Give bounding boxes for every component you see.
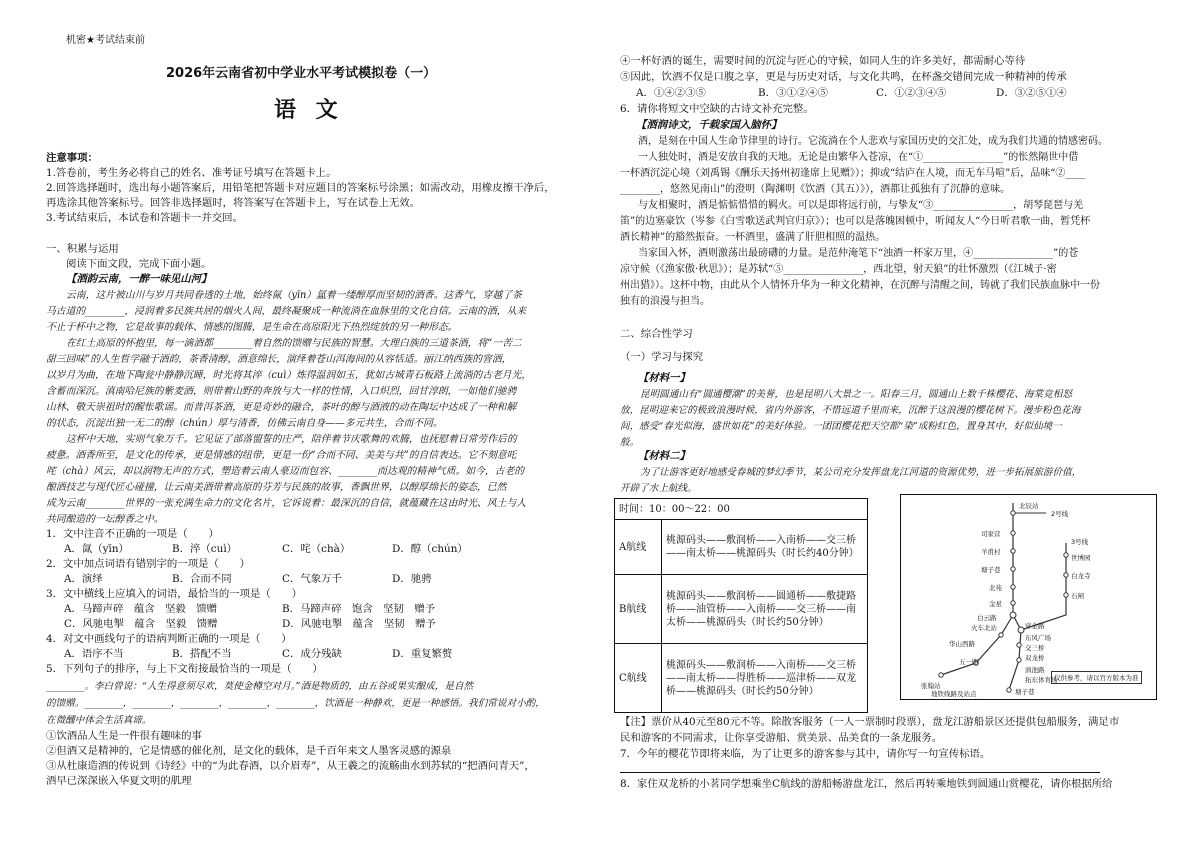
option-c[interactable]: C．①②③④⑤ — [876, 87, 947, 99]
question-stem: 7．今年的樱花节即将来临，为了让更多的游客参与其中，请你写一句宣传标语。 — [620, 748, 991, 760]
option-b[interactable]: B．马蹄声碎 饱含 坚韧 赠予 — [282, 603, 436, 615]
question-stem: 4．对文中画线句子的语病判断正确的一项是（ ） — [46, 633, 292, 645]
option-c[interactable]: C．风驰电掣 蕴含 坚毅 馈赠 — [64, 618, 218, 630]
question-stem: 2．文中加点词语有错别字的一项是（ ） — [46, 558, 251, 570]
section-heading: 二、综合性学习 — [620, 328, 693, 340]
q5-line: 的馈赠。________，________，________，________，________，饮酒是一种静欢，更是一种感悟。我们常说对小酌， — [46, 698, 545, 709]
option-b[interactable]: B．淬（cuì） — [172, 543, 238, 555]
passage-line: 以岁月为曲，在地下陶瓮中静静沉睡，时光将其淬（cuì）炼得温润如玉，犹如古城青石板路上流淌的古老月光， — [46, 370, 532, 381]
q5-line: 在微醺中体会生活真谛。 — [46, 715, 152, 726]
q6-line: 州出猎》）。这杯中物，由此从个人情怀升华为一种文化精神，在沉醉与清醒之间，铸就了我们民族血脉中一份 — [620, 280, 1100, 291]
subsection-heading: （一）学习与探究 — [620, 351, 704, 363]
station-label: 东风广场 — [1025, 634, 1051, 642]
q6-line: ________，悠然见南山”的澄明（陶渊明《饮酒（其五）》），酒都让孤独有了沉静的意味。 — [620, 184, 1011, 195]
q5-sentence: ③从杜康造酒的传说到《诗经》中的“为此春酒，以介眉寿”，从王羲之的流觞曲水到苏轼的“把酒问青天”， — [46, 760, 535, 772]
notice-item: 3.考试结束后，本试卷和答题卡一并交回。 — [46, 212, 243, 224]
station-label: 穿金路 — [1025, 622, 1045, 630]
station-label: 2号线 — [1051, 510, 1069, 518]
option-c[interactable]: C．咤（chà） — [282, 543, 351, 555]
station-label: 白龙寺 — [1071, 572, 1091, 580]
passage-line: 甜三回味”的人生哲学融于酒韵，茶香清醇，酒意绵长，演绎着苍山洱海间的从容恬适。丽江纳西族的窨酒， — [46, 354, 512, 365]
station-label: 3号线 — [1071, 538, 1089, 546]
route-name: C航线 — [615, 644, 662, 713]
question-stem: 5．下列句子的排序，与上下文衔接最恰当的一项是（ ） — [46, 663, 323, 675]
material-title: 【材料一】 — [638, 372, 690, 384]
passage-line: 共同酿造的一坛醇香之中。 — [46, 514, 164, 525]
passage-line: 咤（chà）风云，却以润物无声的方式，塑造着云南人豪迈而包容、________而达观的精神气质。如今，古老的 — [46, 466, 525, 477]
passage-line: 成为云南________世界的一张充满生命力的文化名片，它诉说着：最深沉的自信，就蕴藏在这由时光、风土与人 — [46, 498, 527, 509]
q5-sentence: ②但酒又是精神的，它是情感的催化剂，是文化的载体，是千百年来文人墨客灵感的源泉 — [46, 745, 452, 757]
station-label: 石闸 — [1071, 592, 1084, 600]
option-a[interactable]: A．①④②③⑤ — [636, 87, 706, 99]
route-name: B航线 — [615, 575, 662, 644]
q6-line: 一杯酒沉淀心境（刘禹锡《酬乐天扬州初逢席上见赠》）；抑或“结庐在人境，而无车马喧”后，品味“②____ — [620, 168, 1086, 179]
routes-time: 时间：10：00～22：00 — [615, 499, 868, 520]
question-stem: 6．请你将短文中空缺的古诗文补充完整。 — [620, 103, 814, 115]
q6-line: 当家国入怀，酒则激荡出最磅礴的力量。是范仲淹笔下“浊酒一杯家万里，④________________”的苍 — [638, 248, 1079, 259]
option-b[interactable]: B．合而不同 — [172, 573, 232, 585]
route-name: A航线 — [615, 520, 662, 575]
notice-item: 1.答卷前，考生务必将自己的姓名、准考证号填写在答题卡上。 — [46, 167, 337, 179]
q5-sentence: ①饮酒品人生是一件很有趣味的事 — [46, 730, 202, 742]
question-stem: 8．家住双龙桥的小茗同学想乘坐C航线的游船畅游盘龙江，然后再转乘地铁到圆通山赏樱花，请你根据所给 — [620, 778, 1113, 790]
material-line: 为了让游客更好地感受春城的梦幻季节，某公司充分发挥盘龙江河道的资源优势，进一步拓展旅游价值， — [640, 467, 1082, 478]
passage-line: 酿酒技艺与现代匠心碰撞，让云南美酒带着高原的芬芳与民族的故事，香飘世界，以醇厚绵长的姿态，已然 — [46, 482, 507, 493]
route-desc: 桃源码头——敷润桥——入南桥——交三桥——南太桥——桃源码头（时长约40分钟） — [662, 520, 868, 575]
station-label: 塘子巷 — [981, 566, 1001, 574]
q6-line: 酒长精神”的豁然振奋。一杯酒里，盛满了肝胆相照的温热。 — [620, 232, 886, 243]
route-desc: 桃源码头——敷润桥——圆通桥——敷捷路桥——油管桥——入南桥——交三桥——南太桥——桃源码头（时长约50分钟） — [662, 575, 868, 644]
subject-title: 语 文 — [274, 98, 344, 123]
map-caption: 地铁线路及站点 — [931, 690, 977, 698]
material-line: 般。 — [620, 437, 640, 448]
material-line: 昆明圆通山有“圆通樱潮”的美誉，也是昆明八大景之一。阳春三月，圆通山上数千株樱花、海棠竞相怒 — [640, 389, 1072, 400]
station-label: 张翰站 — [921, 682, 941, 690]
station-label: 白云路 — [977, 614, 997, 622]
option-a[interactable]: A．氤（yīn） — [64, 543, 129, 555]
notice-heading: 注意事项： — [46, 152, 98, 164]
option-d[interactable]: D．醇（chún） — [392, 543, 468, 555]
question-stem: 3．文中横线上应填入的词语，最恰当的一项是（ ） — [46, 588, 302, 600]
option-a[interactable]: A．演绎 — [64, 573, 103, 585]
metro-map — [900, 494, 1157, 700]
option-c[interactable]: C．气象万千 — [282, 573, 342, 585]
option-b[interactable]: B．③①②④⑤ — [758, 87, 828, 99]
answer-line[interactable] — [620, 772, 1100, 773]
station-label: 司家营 — [981, 530, 1001, 538]
material-line: 放，昆明迎来它的极致浪漫时候，省内外游客，不惜远道千里而来，沉醉于这浪漫的樱花树下。漫步粉色花海 — [620, 405, 1081, 416]
passage-line: 山林、敬天崇祖时的醒怅歌谣。而普洱茶酒，更是奇妙的融合，茶叶的醇与酒液的动在陶坛中达成了一种和解 — [46, 402, 517, 413]
q5-sentence: 酒早已深深嵌入华夏文明的肌理 — [46, 775, 192, 787]
map-legend: 仅供参考，请以官方版本为准 — [1051, 671, 1142, 684]
passage-line: 疲惫。酒香所至，是文化的传承，更是情感的纽带，更是一份“合而不同、美美与共”的自信表达。它不刻意吒 — [46, 450, 517, 461]
material-title: 【材料二】 — [638, 450, 690, 462]
passage-line: 的状态，沉淀出独一无二的醇（chún）厚与清香，仿佛云南自身——多元共生，合而不同。 — [46, 418, 443, 429]
material-line: 开辟了水上航线。 — [620, 483, 697, 494]
station-label: 交三桥 — [1025, 644, 1045, 652]
option-a[interactable]: A．马蹄声碎 蕴含 坚毅 馈赠 — [64, 603, 217, 615]
passage-line: 云南，这片被山川与岁月共同眷透的土地，始终氤（yīn）氲着一缕醇厚而坚韧的酒香。这香气，穿越了茶 — [66, 290, 522, 301]
section-intro: 阅读下面文段，完成下面小题。 — [66, 258, 212, 270]
passage-line: 这杯中天地，实则气象万千。它见证了部落盟誓的庄严，陪伴着节庆歌舞的欢腾，也抚慰着日常劳作后的 — [66, 434, 517, 445]
station-label: 拓东体育场 — [1025, 676, 1058, 684]
q6-line: 凉守候（《渔家傲·秋思》）；是苏轼“⑤________________，西北望，射天狼”的壮怀激烈（《江城子·密 — [620, 264, 1057, 275]
route-desc: 桃源码头——敷润桥——入南桥——交三桥——南太桥——得胜桥——巡津桥——双龙桥——桃源码头（时长约50分钟） — [662, 644, 868, 713]
q6-line: 笛”的边塞豪饮（岑参《白雪歌送武判官归京》）；也可以是落魄困顿中，听闻友人“今日听君歌一曲，暂凭杯 — [620, 216, 1091, 227]
station-label: 羊甫村 — [981, 548, 1001, 556]
station-label: 世博园 — [1071, 554, 1091, 562]
note-line: 民和游客的不同需求，让你享受游船、赏美景、品美食的一条龙服务。 — [620, 732, 943, 744]
note-line: 【注】票价从40元至80元不等。除散客服务（一人一票制时段票），盘龙江游船景区还提供包船服务，满足市 — [620, 716, 1120, 728]
q6-line: 与友相聚时，酒是惦惦惜惜的羁火。可以是即将远行前，与挚友“③________________，胡琴琵琶与羌 — [638, 200, 1084, 211]
option-c[interactable]: C．成分残缺 — [282, 648, 342, 660]
station-label: 塘子巷 — [1015, 688, 1035, 696]
q6-line: 独有的浪漫与担当。 — [620, 296, 710, 307]
routes-table — [614, 498, 868, 713]
station-label: 北苑 — [989, 584, 1002, 592]
station-label: 双龙桥 — [1025, 654, 1045, 662]
option-b[interactable]: B．搭配不当 — [172, 648, 232, 660]
section-heading: 一、积累与运用 — [46, 243, 119, 255]
passage-title: 【酒韵云南，一醉一味见山河】 — [66, 273, 212, 285]
q6-line: 一人独处时，酒是安放自我的天地。无论是由繁华入苍凉，在“①________________”的怅然隔世中借 — [638, 152, 1079, 163]
option-d[interactable]: D．重复繁赘 — [392, 648, 453, 660]
option-d[interactable]: D．风驰电掣 蕴含 坚韧 赠予 — [282, 618, 436, 630]
option-d[interactable]: D．③②⑤①④ — [996, 87, 1067, 99]
passage-line: 在红土高原的怀抱里，每一滴酒都________着自然的馈赠与民族的智慧。大理白族的三道茶酒，将“一苦二 — [66, 338, 522, 349]
station-label: 滇池路 — [1025, 666, 1045, 674]
q5-line: ________。李白曾说：“人生得意须尽欢，莫使金樽空对月。”酒是物质的，由五谷或果实酿成，是自然 — [46, 681, 474, 692]
option-d[interactable]: D．驰骋 — [392, 573, 432, 585]
option-a[interactable]: A．语序不当 — [64, 648, 124, 660]
q6-line: 酒，是刻在中国人生命节律里的诗行。它流淌在个人悲欢与家国历史的交汇处，成为我们共通的情感密码。 — [638, 136, 1108, 147]
question-stem: 1．文中注音不正确的一项是（ ） — [46, 528, 219, 540]
secret-label: 机密★考试结束前 — [66, 35, 145, 46]
station-label: 火车北站 — [971, 624, 997, 632]
q6-title: 【酒润诗文，千载家国入脑怀】 — [636, 119, 782, 131]
material-line: 间，感受“春光似海，盛世如花”的美好体验。一团团樱花把天空都“染”成粉红色，置身其中，好似仙境一 — [620, 421, 1062, 432]
passage-line: 马古道的________，浸润着多民族共居的烟火人间，最终凝聚成一种流淌在血脉里的文化自信。云南的酒，从来 — [46, 306, 527, 317]
exam-title: 2026年云南省初中学业水平考试模拟卷（一） — [166, 66, 437, 81]
passage-line: 含蓄而深沉。滇南哈尼族的紫麦酒，则带着山野的奔放与大一样的性情，入口炽烈，回甘淳朗，一如他们驰骋 — [46, 386, 517, 397]
notice-item: 2.回答选择题时，选出每小题答案后，用铅笔把答题卡对应题目的答案标号涂黑；如需改动，用橡皮擦干净后， — [46, 182, 555, 194]
passage-line: 不止于杯中之物，它是故事的载体、情感的图腾，是生命在高原阳光下热烈绽放的另一种形态。 — [46, 322, 458, 333]
station-label: 五一路 — [959, 658, 979, 666]
station-label: 华山西路 — [949, 640, 975, 648]
station-label: 北辰站 — [1019, 502, 1039, 510]
notice-item: 再选涂其他答案标号。回答非选择题时，将答案写在答题卡上，写在试卷上无效。 — [46, 197, 421, 209]
q5-sentence: ④一杯好酒的诞生，需要时间的沉淀与匠心的守候，如同人生的许多美好，都需耐心等待 — [620, 55, 1026, 67]
station-label: 金星 — [989, 600, 1002, 608]
q5-sentence: ⑤因此，饮酒不仅是口腹之享，更是与历史对话，与文化共鸣，在杯盏交错间完成一种精神的传承 — [620, 71, 1067, 83]
